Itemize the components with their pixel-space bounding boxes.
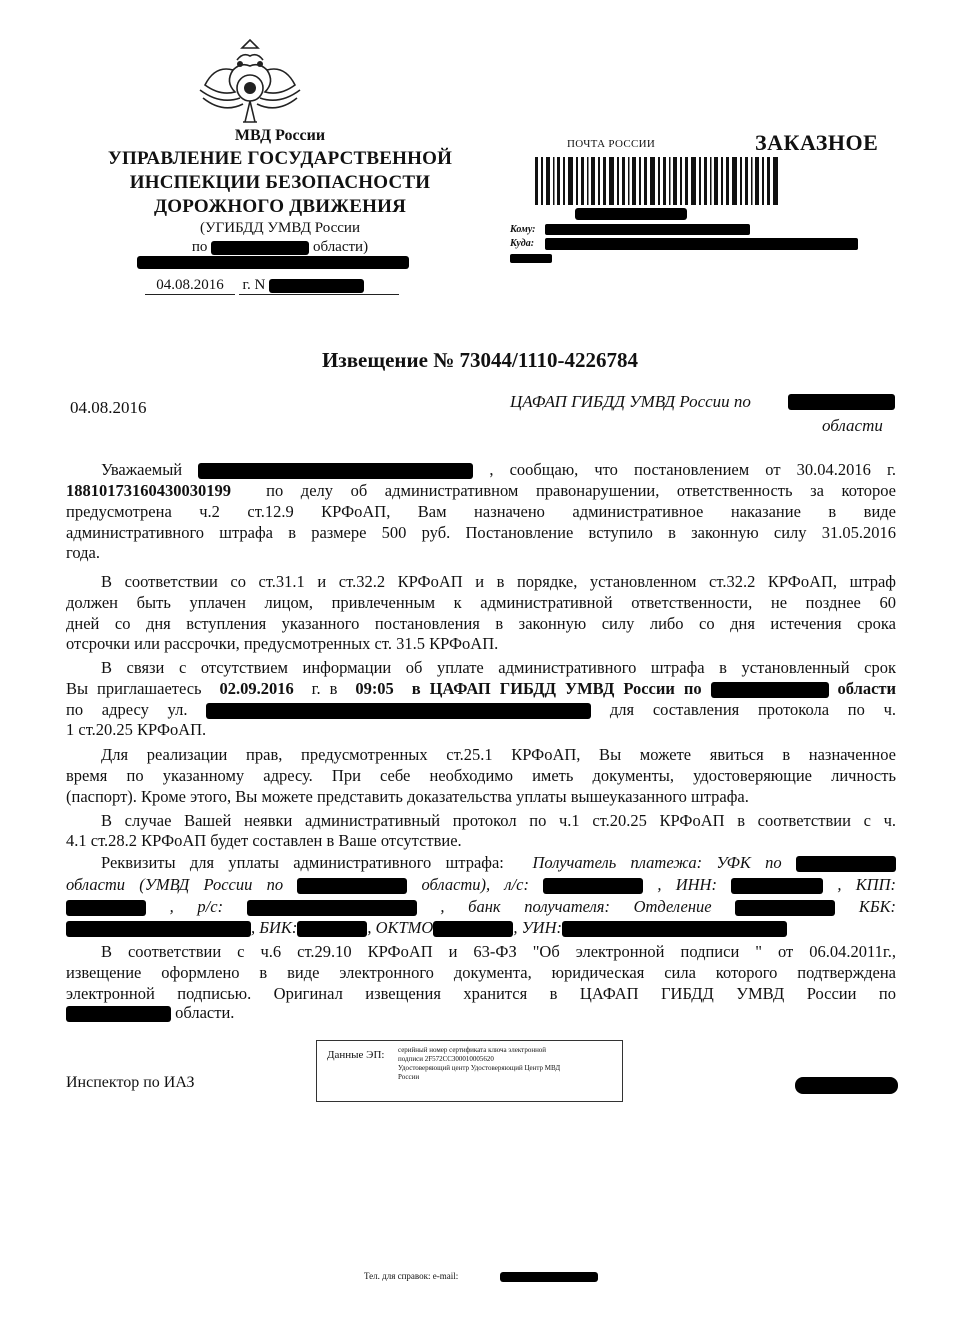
redaction-block [66,900,146,916]
redaction-block [510,254,552,263]
appointment-time: 09:05 [355,679,394,698]
body-line: извещение оформлено в виде электронного документа, юридическая сила которого подтверждена [66,963,896,982]
redaction-block [269,279,364,293]
department-line-1: ЦАФАП ГИБДД УМВД России по [510,392,751,411]
body-line [66,460,896,480]
body-line [66,679,896,699]
body-line: В соответствии с ч.6 ст.29.10 КРФоАП и 63-ФЗ "Об электронной подписи " от 06.04.2011г., [101,942,896,961]
body-line: 4.1 ст.28.2 КРФоАП будет составлен в Ваше отсутствие. [66,831,462,850]
body-text: области [837,679,897,698]
redaction-block [545,238,858,250]
redaction-block [206,703,591,719]
outgoing-number [145,277,399,295]
body-text: для составления протокола по ч. [609,700,897,719]
signature-stamp-label: Данные ЭП: [327,1049,385,1061]
redaction-block [247,900,417,916]
body-line: предусмотрена ч.2 ст.12.9 КРФоАП, Вам назначено административное наказание в виде [66,502,896,521]
body-text: Получатель платежа: УФК по [532,853,782,872]
body-text: Реквизиты для уплаты административного штрафа: [101,853,519,872]
body-text: , БИК: [251,918,298,937]
outgoing-date: 04.08.2016 [145,277,235,295]
body-line [66,700,896,720]
body-line [66,897,896,917]
org-line-5: (УГИБДД УМВД России [200,220,360,236]
body-line: года. [66,543,100,562]
department-line-2: области [822,416,883,435]
inspector-title: Инспектор по ИАЗ [66,1074,195,1091]
redaction-block [735,900,835,916]
registered-mail-label: ЗАКАЗНОЕ [755,130,879,155]
stamp-line: России [398,1073,420,1081]
redaction-block [137,256,409,269]
body-line [66,481,896,501]
document-date: 04.08.2016 [70,398,147,417]
org-header [70,125,490,257]
redaction-block [711,682,829,698]
stamp-line: Удостоверяющий центр Удостоверяющий Центр МВД [398,1064,561,1072]
org-line-3: ИНСПЕКЦИИ БЕЗОПАСНОСТИ [129,172,431,193]
redaction-block [66,1006,171,1022]
body-line: дней со дня вступления указанного постановления в законную силу либо со дня истечения срока [66,614,896,633]
body-line: 1 ст.20.25 КРФоАП. [66,720,207,739]
redaction-block [198,463,473,479]
redaction-block [575,208,687,220]
body-text: , ИНН: [657,875,717,894]
outgoing-number-prefix: г. N [242,277,266,293]
body-text: , банк получателя: Отделение [440,897,712,916]
redaction-block [545,224,750,235]
redaction-block [562,921,787,937]
body-text: , р/с: [169,897,224,916]
redaction-block [543,878,643,894]
stamp-line: серийный номер сертификата ключа электронной [398,1046,547,1054]
body-text: Вы приглашаетесь [66,679,211,698]
body-text: , КПП: [837,875,896,894]
redaction-block [500,1272,598,1282]
body-line: В связи с отсутствием информации об уплате административного штрафа в установленный срок [101,658,896,677]
body-line [66,875,896,895]
redaction-block [796,856,896,872]
body-text: области (УМВД России по [66,875,284,894]
redaction-block [731,878,823,894]
body-line: время по указанному адресу. При себе необходимо иметь документы, удостоверяющие личность [66,766,896,785]
body-line [66,853,896,873]
body-text: , ОКТМО [367,918,434,937]
redaction-block [66,921,251,937]
body-text: по делу об административном правонарушении, ответственность за которое [248,481,896,500]
outgoing-number-field [239,277,399,295]
body-line [66,918,896,938]
footer-contacts: Тел. для справок: e-mail: [364,1271,459,1281]
redaction-block [433,921,513,937]
body-line: административного штрафа в размере 500 руб. Постановление вступило в законную силу 31.05.2016 [66,523,896,542]
body-text: КБК: [858,897,897,916]
body-line: (паспорт). Кроме этого, Вы можете представить доказательства уплаты вышеуказанного штрафа. [66,787,749,806]
body-text: , сообщаю, что постановлением от 30.04.2016 г. [489,460,897,479]
redaction-block [795,1077,898,1094]
body-line: электронной подписью. Оригинал извещения хранится в ЦАФАП ГИБДД УМВД России по [66,984,896,1003]
org-line-4: ДОРОЖНОГО ДВИЖЕНИЯ [153,196,406,217]
body-text: , УИН: [513,918,563,937]
appointment-date: 02.09.2016 [219,679,294,698]
body-text: области. [175,1003,235,1022]
emblem-icon [195,30,305,140]
barcode-icon [535,157,780,205]
document-title: Извещение № 73044/1110-4226784 [321,348,639,372]
redaction-block [211,241,309,255]
signature-stamp-details [398,1046,618,1082]
body-line [66,1003,896,1023]
body-text: по адресу ул. [66,700,188,719]
body-line: отсрочки или рассрочки, предусмотренных ст. 31.5 КРФоАП. [66,634,499,653]
org-line-6-pre: по [191,239,208,255]
body-line: В случае Вашей неявки административный протокол по ч.1 ст.20.25 КРФоАП в соответствии с ч. [101,811,896,830]
redaction-block [297,878,407,894]
body-line: должен быть уплачен лицом, привлеченным к административной ответственности, не позднее 60 [66,593,896,612]
body-text: Уважаемый [101,460,183,479]
org-line-6 [70,238,490,257]
body-line: В соответствии со ст.31.1 и ст.32.2 КРФоАП и в порядке, установленном ст.32.2 КРФоАП, штраф [101,572,896,591]
recipient-label: Кому: [510,224,536,235]
org-line-1: МВД России [234,127,326,144]
resolution-number: 18810173160430030199 [66,481,231,500]
body-text: области), л/с: [421,875,529,894]
body-text: г. в [302,679,347,698]
body-text: в ЦАФАП ГИБДД УМВД России по [402,679,702,698]
redaction-block [788,394,895,410]
redaction-block [297,921,367,937]
address-label: Куда: [510,238,535,249]
stamp-line: подписи 2F572CC300010005620 [398,1055,494,1063]
pochta-label: ПОЧТА РОССИИ [567,138,656,150]
org-line-2: УПРАВЛЕНИЕ ГОСУДАРСТВЕННОЙ [107,148,453,169]
org-line-6-post: области) [312,239,369,255]
body-line: Для реализации прав, предусмотренных ст.25.1 КРФоАП, Вы можете явиться в назначенное [101,745,896,764]
